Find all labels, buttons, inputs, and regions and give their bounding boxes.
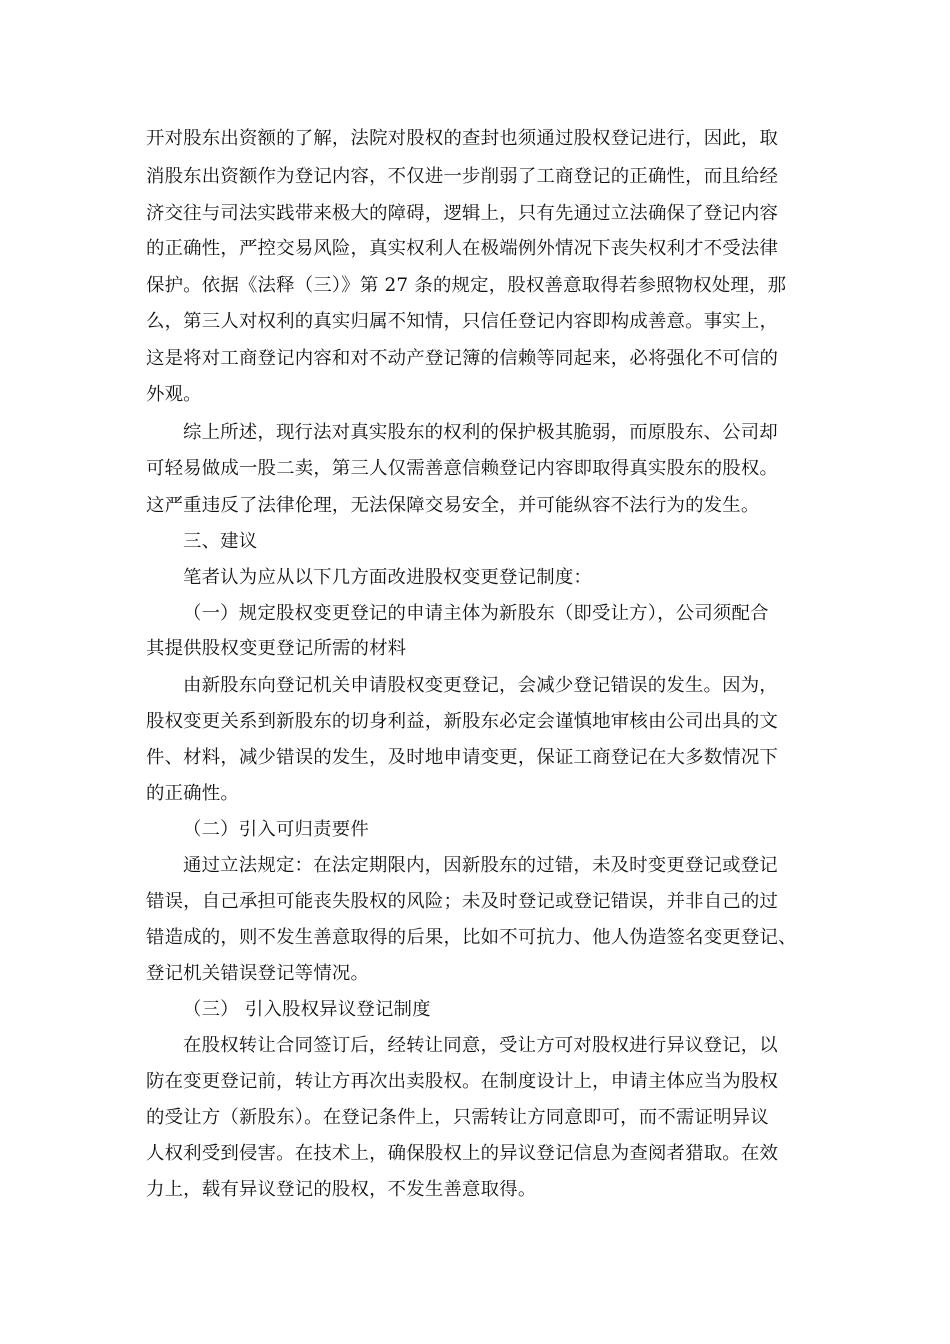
text-line: 济交往与司法实践带来极大的障碍，逻辑上，只有先通过立法确保了登记内容 [146,203,779,224]
text-line: 件、材料，减少错误的发生，及时地申请变更，保证工商登记在大多数情况下 [146,747,779,768]
subsection-heading: （三） 引入股权异议登记制度 [183,999,431,1020]
text-line: 开对股东出资额的了解，法院对股权的查封也须通过股权登记进行，因此，取 [146,128,779,149]
text-line: 可轻易做成一股二卖，第三人仅需善意信赖登记内容即取得真实股东的股权。 [146,458,779,479]
text-line: 的受让方（新股东）。在登记条件上，只需转让方同意即可，而不需证明异议 [146,1107,769,1128]
paragraph-first-line: 综上所述，现行法对真实股东的权利的保护极其脆弱，而原股东、公司却 [183,422,778,443]
text-line: 么，第三人对权利的真实归属不知情，只信任登记内容即构成善意。事实上， [146,311,779,332]
text-line: 这严重违反了法律伦理，无法保障交易安全，并可能纵容不法行为的发生。 [146,495,760,516]
subsection-heading: （一）规定股权变更登记的申请主体为新股东（即受让方），公司须配合 [183,603,769,624]
paragraph-first-line: 通过立法规定：在法定期限内，因新股东的过错，未及时变更登记或登记 [183,855,778,876]
text-line: 股权变更关系到新股东的切身利益，新股东必定会谨慎地审核由公司出具的文 [146,711,779,732]
text-line: 消股东出资额作为登记内容，不仅进一步削弱了工商登记的正确性，而且给经 [146,166,779,187]
text-line: 保护。依据《法释（三）》第 27 条的规定，股权善意取得若参照物权处理，那 [146,275,787,296]
text-line: 的正确性。 [146,783,239,804]
text-line: 的正确性，严控交易风险，真实权利人在极端例外情况下丧失权利才不受法律 [146,238,779,259]
text-line: 防在变更登记前，转让方再次出卖股权。在制度设计上，申请主体应当为股权 [146,1071,779,1092]
text-line: 这是将对工商登记内容和对不动产登记簿的信赖等同起来，必将强化不可信的 [146,348,779,369]
text-line: 错造成的，则不发生善意取得的后果，比如不可抗力、他人伪造签名变更登记、 [146,927,797,948]
subsection-heading: （二）引入可归责要件 [183,819,369,840]
paragraph-first-line: 在股权转让合同签订后，经转让同意，受让方可对股权进行异议登记，以 [183,1035,778,1056]
paragraph-first-line: 由新股东向登记机关申请股权变更登记，会减少登记错误的发生。因为， [183,675,778,696]
text-line: 人权利受到侵害。在技术上，确保股权上的异议登记信息为查阅者猎取。在效 [146,1143,779,1164]
text-line: 登记机关错误登记等情况。 [146,963,370,984]
text-line: 错误，自己承担可能丧失股权的风险；未及时登记或登记错误，并非自己的过 [146,891,779,912]
paragraph-first-line: 笔者认为应从以下几方面改进股权变更登记制度： [183,567,592,588]
text-line: 力上，载有异议登记的股权，不发生善意取得。 [146,1179,537,1200]
text-line: 外观。 [146,384,202,405]
subsection-heading-continued: 其提供股权变更登记所需的材料 [146,638,407,659]
section-heading: 三、建议 [183,531,258,552]
